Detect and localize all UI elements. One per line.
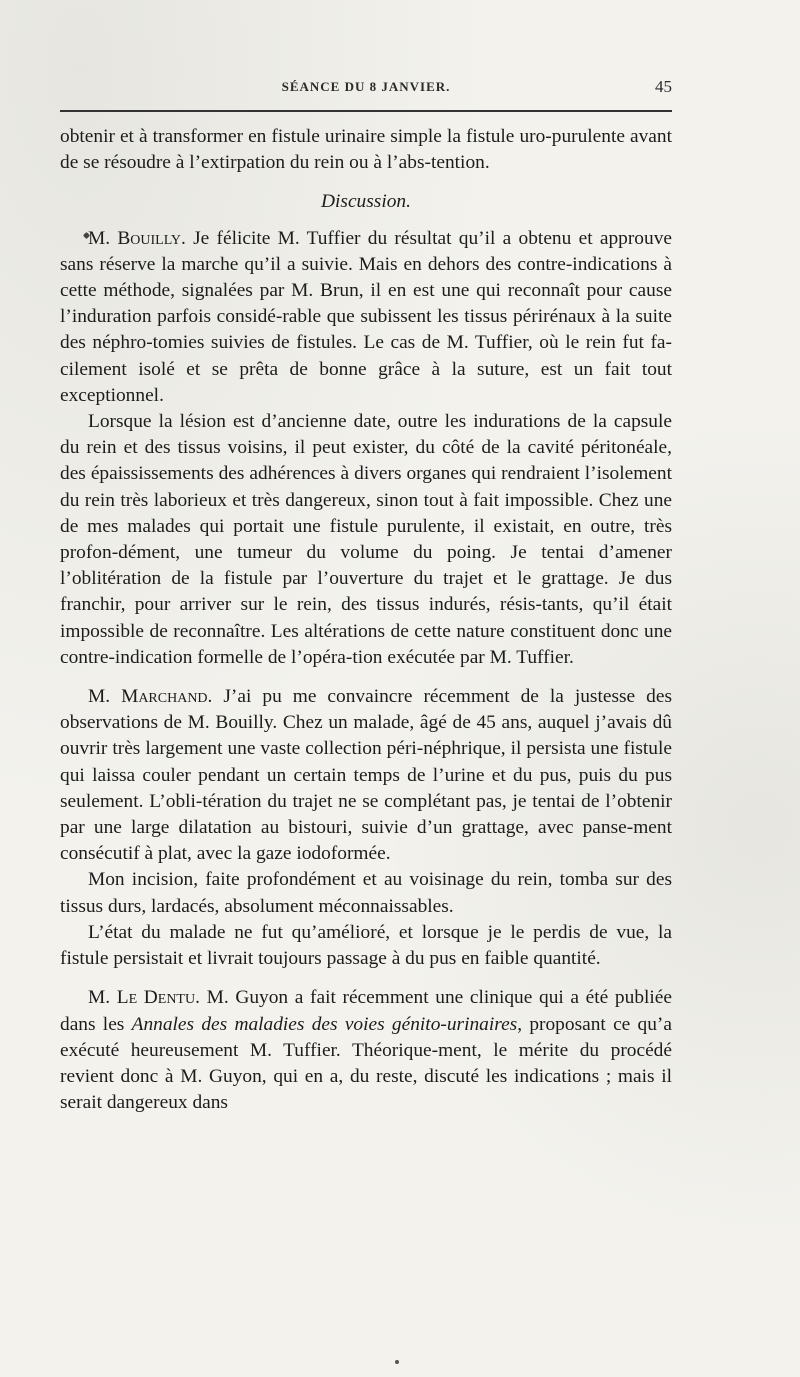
- paragraph-le-dentu: [60, 985, 672, 1116]
- speaker-name: M. Le Dentu.: [88, 987, 200, 1009]
- paragraph-text: Je félicite M. Tuffier du résultat qu’il a obtenu et approuve sans réserve la marche qu’il a suivie. Mais en dehors des contre-indications à cette méthode, signalées par M. Brun, il en est une qui reconnaît pour cause l’induration parfois considé-rable que subissent les tissus périrénaux à la suite des néphro-tomies suivies de fistules. Le cas de M. Tuffier, où le rein fut fa-cilement isolé et se prêta de bonne grâce à la suture, est un fait tout exceptionnel.: [60, 227, 672, 406]
- header-title: SÉANCE DU 8 JANVIER.: [281, 79, 451, 94]
- paragraph: L’état du malade ne fut qu’amélioré, et lorsque je le perdis de vue, la fistule persistait et livrait toujours passage à du pus en faible quantité.: [60, 921, 672, 970]
- paragraph-marchand: [60, 684, 672, 867]
- journal-title: Annales des maladies des voies génito-urinaires: [131, 1013, 518, 1035]
- running-header: [60, 76, 672, 100]
- paragraph-text: J’ai pu me convaincre récemment de la justesse des observations de M. Bouilly. Chez un malade, âgé de 45 ans, auquel j’avais dû ouvrir très largement une vaste collection péri-néphrique, il persista une fistule qui laissa couler pendant un certain temps de l’urine et du pus, puis du pus seulement. L’obli-tération du trajet ne se complétant pas, je tentai de l’obtenir par une large dilatation au bistouri, suivie d’un grattage, avec panse-ment consécutif à plat, avec la gaze iodoformée.: [60, 686, 672, 865]
- paragraph-text: M. Guyon a fait récemment une clinique qui a été publiée dans les: [60, 987, 672, 1035]
- paragraph: Lorsque la lésion est d’ancienne date, outre les indurations de la capsule du rein et des tissus voisins, il peut exister, du côté de la cavité péritonéale, des épaississements des adhérences à divers organes qui rendraient l’isolement du rein très laborieux et très dangereux, sinon tout à fait impossible. Chez une de mes malades qui portait une fistule purulente, il existait, en outre, très profon-dément, une tumeur du volume du poing. Je tentai d’amener l’oblitération de la fistule par l’ouverture du trajet et le grattage. Je dus franchir, pour arriver sur le rein, des tissus indurés, résis-tants, qu’il était impossible de reconnaître. Les altérations de cette nature constituent donc une contre-indication formelle de l’opéra-tion exécutée par M. Tuffier.: [60, 411, 672, 668]
- page-number: 45: [655, 77, 672, 96]
- paragraph-bouilly: [60, 226, 672, 409]
- speaker-name: M. Marchand.: [88, 686, 213, 708]
- body-text: [60, 124, 672, 1116]
- paragraph-text: , proposant ce qu’a exécuté heureusement M. Tuffier. Théorique-ment, le mérite du procédé revient donc à M. Guyon, qui en a, du reste, discuté les indications ; mais il serait dangereux dans: [60, 1013, 672, 1114]
- paragraph: Mon incision, faite profondément et au voisinage du rein, tomba sur des tissus durs, lardacés, absolument méconnaissables.: [60, 869, 672, 917]
- header-rule: [60, 110, 672, 112]
- paragraph-continuation: obtenir et à transformer en fistule urinaire simple la fistule uro-purulente avant de se résoudre à l’extirpation du rein ou à l’abs-tention.: [60, 126, 672, 174]
- speaker-name: M. Bouilly.: [88, 227, 186, 249]
- section-heading: Discussion.: [321, 191, 411, 213]
- ink-dot: [395, 1360, 399, 1364]
